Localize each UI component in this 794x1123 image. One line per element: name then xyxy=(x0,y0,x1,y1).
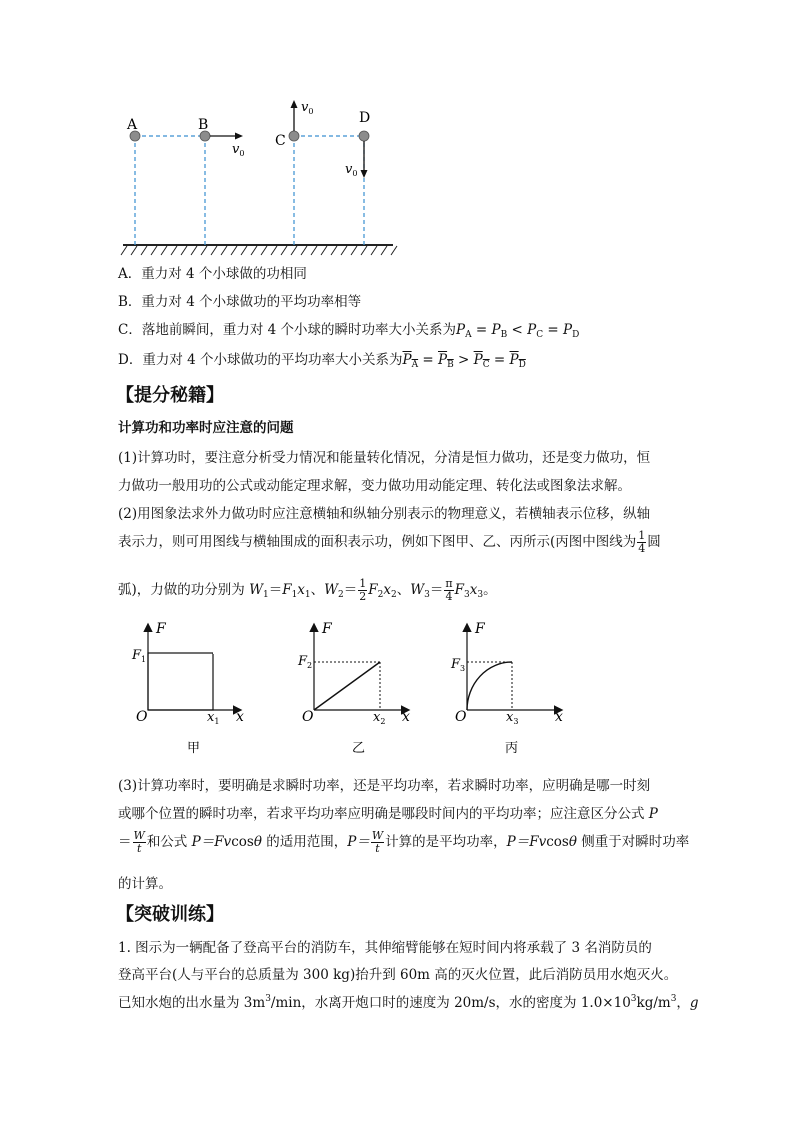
svg-text:x2: $x_2$ xyxy=(373,710,386,726)
option-b: B．重力对 4 个小球做功的平均功率相等 xyxy=(118,294,362,310)
svg-text:x3: $x_3$ xyxy=(506,710,519,726)
graph-jia-area xyxy=(148,653,213,710)
svg-text:丙: 丙 xyxy=(505,741,519,756)
svg-text:F: F xyxy=(475,621,485,637)
label-c: C xyxy=(275,133,286,149)
para1-line2: 力做功一般用功的公式或动能定理求解，变力做功用动能定理、转化法或图象法求解。 xyxy=(118,478,631,494)
option-d: D．重力对 4 个小球做功的平均功率大小关系为$P_A = P_B > P_C = P_D$ xyxy=(118,352,526,370)
svg-text:x1: $x_1$ xyxy=(207,710,220,726)
svg-text:O: O xyxy=(136,709,148,725)
svg-text:F3: $F_3$ xyxy=(451,657,466,673)
option-a: A．重力对 4 个小球做的功相同 xyxy=(118,266,307,282)
para1-line1: (1)计算功时，要注意分析受力情况和能量转化情况，分清是恒力做功，还是变力做功，恒 xyxy=(118,450,651,466)
option-c: C．落地前瞬间，重力对 4 个小球的瞬时功率大小关系为$P_A = P_B < P_C = P_D$ xyxy=(118,322,580,340)
svg-text:O: O xyxy=(302,709,314,725)
svg-text:F: F xyxy=(322,621,332,637)
arrow-c-head xyxy=(291,100,298,108)
section-subtitle: 计算功和功率时应注意的问题 xyxy=(118,420,294,436)
para3-line1: (3)计算功率时，要明确是求瞬时功率，还是平均功率，若求瞬时功率，应明确是哪一时刻 xyxy=(118,778,651,794)
graph-bing-arc xyxy=(467,662,512,710)
svg-text:甲: 甲 xyxy=(187,741,201,756)
section-title-training: 【突破训练】 xyxy=(116,904,224,925)
section-title-tips: 【提分秘籍】 xyxy=(116,385,224,406)
graph-bing xyxy=(450,621,563,756)
ball-d xyxy=(359,131,369,141)
label-a: A xyxy=(127,117,138,133)
label-b: B xyxy=(198,117,209,133)
label-v0-b: $v_0$ xyxy=(232,142,245,158)
svg-text:O: O xyxy=(455,709,467,725)
projectile-figure xyxy=(115,95,405,260)
graph-jia xyxy=(131,621,244,756)
question1-line3: 已知水炮的出水量为 $3m^3/\min$，水离开炮口时的速度为 20m/s，水的密度为 $1.0\times 10^3kg/m^3$，g xyxy=(118,994,699,1011)
para2-line3: 弧)，力做的功分别为 $W_1=F_1x_1$、$W_2=$ $\frac{1}{2}$ $F_2x_2$、$W_3=$ $\frac{\pi}{4}$ $F_3x_3$。 xyxy=(118,577,497,603)
svg-text:乙: 乙 xyxy=(352,741,366,756)
work-graphs-figure xyxy=(118,615,573,765)
graph-yi-line xyxy=(314,662,380,710)
svg-text:x: x xyxy=(236,709,244,725)
label-v0-c: $v_0$ xyxy=(301,100,314,116)
svg-text:F: F xyxy=(156,621,166,637)
svg-text:x: x xyxy=(402,709,410,725)
question1-line1: 1. 图示为一辆配备了登高平台的消防车，其伸缩臂能够在短时间内将承载了 3 名消防员的 xyxy=(118,940,652,956)
para2-line2: 表示力，则可用图线与横轴围成的面积表示功，例如下图甲、乙、丙所示(丙图中图线为 $\frac{1}{4}$ 圆 xyxy=(118,529,661,555)
graph-yi xyxy=(297,621,410,756)
question1-line2: 登高平台(人与平台的总质量为 300 kg)抬升到 60m 高的灭火位置，此后消防员用水炮灭火。 xyxy=(118,967,678,983)
ball-c xyxy=(289,131,299,141)
arrow-b-head xyxy=(235,133,243,140)
para2-line1: (2)用图象法求外力做功时应注意横轴和纵轴分别表示的物理意义，若横轴表示位移，纵轴 xyxy=(118,506,651,522)
label-d: D xyxy=(359,110,371,126)
para3-line2: 或哪个位置的瞬时功率，若求平均功率应明确是哪段时间内的平均功率；应注意区分公式 P xyxy=(118,806,658,822)
label-v0-d: $v_0$ xyxy=(345,162,358,178)
ground-hatch xyxy=(121,246,397,255)
para3-line4: 的计算。 xyxy=(118,876,172,892)
arrow-d-head xyxy=(361,170,368,178)
svg-text:F2: $F_2$ xyxy=(298,654,313,670)
svg-text:x: x xyxy=(555,709,563,725)
para3-line3: ＝ $\frac{W}{t}$ 和公式 P＝Fvcosθ 的适用范围，P＝ $\frac{W}{t}$ 计算的是平均功率，P＝Fvcosθ 侧重于对瞬时功率 xyxy=(118,829,690,855)
svg-text:F1: $F_1$ xyxy=(132,648,147,664)
